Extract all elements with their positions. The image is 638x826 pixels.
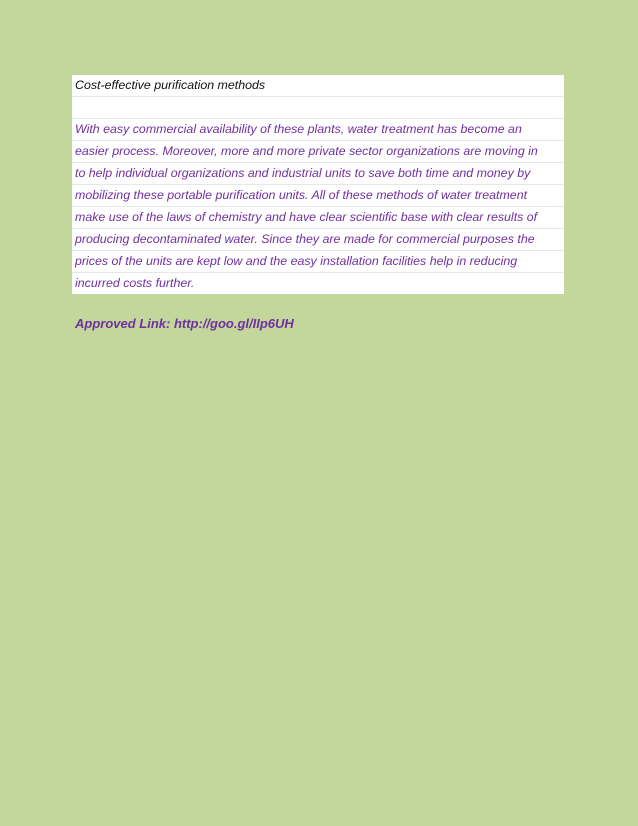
content-box [72, 75, 564, 294]
paragraph-line: incurred costs further. [75, 276, 195, 290]
paragraph-line: producing decontaminated water. Since they are made for commercial purposes the [72, 229, 564, 251]
paragraph-line: mobilizing these portable purification units. All of these methods of water treatment [72, 185, 564, 207]
paragraph-line: With easy commercial availability of these plants, water treatment has become an [72, 119, 564, 141]
section-heading: Cost-effective purification methods [72, 75, 564, 97]
paragraph-line: to help individual organizations and industrial units to save both time and money by [72, 163, 564, 185]
paragraph-line: easier process. Moreover, more and more private sector organizations are moving in [72, 141, 564, 163]
paragraph-line: make use of the laws of chemistry and have clear scientific base with clear results of [72, 207, 564, 229]
approved-link[interactable]: Approved Link: http://goo.gl/IIp6UH [75, 316, 294, 331]
paragraph-line: prices of the units are kept low and the easy installation facilities help in reducing [72, 251, 564, 273]
blank-line [72, 97, 564, 119]
